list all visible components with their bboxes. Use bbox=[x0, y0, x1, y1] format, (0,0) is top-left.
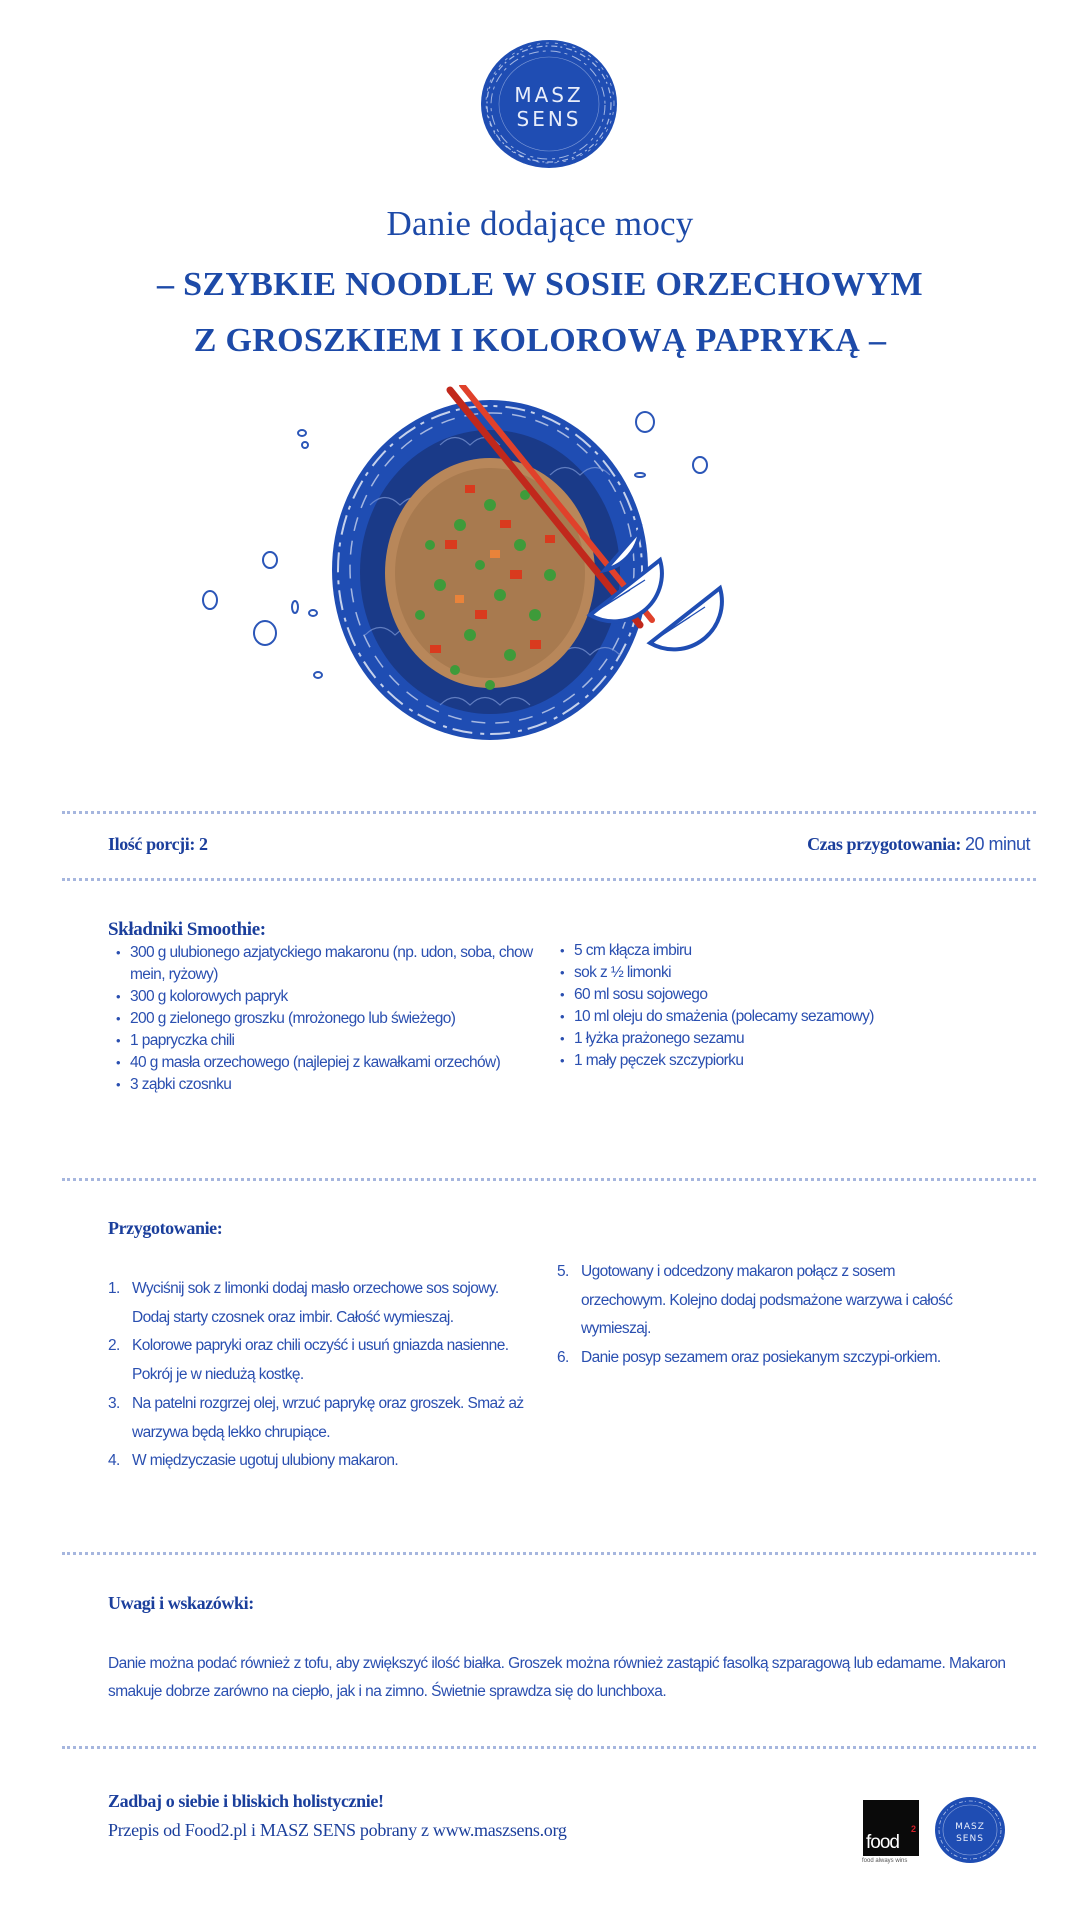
ingredient-item bbox=[560, 1028, 980, 1050]
ingredient-text: 1 mały pęczek szczypiorku bbox=[574, 1052, 744, 1069]
bullet-icon: • bbox=[116, 1011, 120, 1026]
ingredient-item bbox=[560, 940, 980, 962]
logo-text-line2: SENS bbox=[516, 107, 582, 131]
masz-sens-small-logo bbox=[934, 1796, 1006, 1864]
prep-time-info bbox=[807, 834, 1030, 855]
step-item bbox=[108, 1447, 538, 1476]
servings-value: 2 bbox=[198, 834, 208, 854]
ingredient-text: 3 ząbki czosnku bbox=[130, 1076, 232, 1093]
step-text: Kolorowe papryki oraz chili oczyść i usuń gniazda nasienne. Pokrój je w niedużą kostkę. bbox=[132, 1337, 509, 1384]
ingredient-item bbox=[560, 962, 980, 984]
bullet-icon: • bbox=[560, 987, 564, 1002]
step-item bbox=[108, 1390, 538, 1447]
servings-label: Ilość porcji: bbox=[108, 834, 195, 854]
ingredient-item bbox=[560, 1050, 980, 1072]
ingredient-text: 200 g zielonego groszku (mrożonego lub świeżego) bbox=[130, 1010, 456, 1027]
logo-text-line1: MASZ bbox=[514, 83, 584, 107]
recipe-subtitle: Danie dodające mocy bbox=[386, 204, 694, 243]
bullet-icon: • bbox=[560, 1031, 564, 1046]
food2-logo bbox=[863, 1800, 919, 1856]
bowl-icon bbox=[332, 400, 648, 740]
masz-sens-logo bbox=[478, 36, 620, 172]
bullet-icon: • bbox=[116, 989, 120, 1004]
ingredient-item bbox=[116, 942, 546, 986]
ingredient-item bbox=[116, 986, 546, 1008]
step-text: Ugotowany i odcedzony makaron połącz z sosem orzechowym. Kolejno dodaj podsmażone warzywa i całość wymieszaj. bbox=[581, 1263, 953, 1338]
step-text: Na patelni rozgrzej olej, wrzuć paprykę oraz groszek. Smaż aż warzywa będą lekko chrupiące. bbox=[132, 1394, 524, 1441]
small-logo-text-line2: SENS bbox=[956, 1834, 984, 1844]
divider bbox=[62, 811, 1036, 814]
bullet-icon: • bbox=[116, 1055, 120, 1070]
footer-source: Przepis od Food2.pl i MASZ SENS pobrany z www.maszsens.org bbox=[108, 1820, 567, 1840]
ingredients-list-left bbox=[116, 942, 546, 1096]
preparation-steps-left bbox=[108, 1275, 538, 1476]
ingredient-text: 300 g ulubionego azjatyckiego makaronu (np. udon, soba, chow mein, ryżowy) bbox=[130, 944, 533, 983]
ingredient-item bbox=[116, 1030, 546, 1052]
bullet-icon: • bbox=[560, 943, 564, 958]
ingredient-item bbox=[116, 1052, 546, 1074]
step-number: 6. bbox=[557, 1349, 569, 1367]
footer-slogan: Zadbaj o siebie i bliskich holistycznie! bbox=[108, 1791, 384, 1811]
step-number: 4. bbox=[108, 1452, 120, 1470]
step-item bbox=[108, 1275, 538, 1332]
ingredient-text: 10 ml oleju do smażenia (polecamy sezamowy) bbox=[574, 1008, 874, 1025]
divider bbox=[62, 1552, 1036, 1555]
step-number: 5. bbox=[557, 1263, 569, 1280]
ingredient-item bbox=[560, 984, 980, 1006]
bullet-icon: • bbox=[116, 945, 120, 960]
ingredients-list-right bbox=[560, 940, 980, 1072]
step-number: 3. bbox=[108, 1394, 120, 1412]
ingredient-text: 5 cm kłącza imbiru bbox=[574, 942, 692, 959]
step-text: Danie posyp sezamem oraz posiekanym szczypi-orkiem. bbox=[581, 1349, 941, 1367]
prep-time-label: Czas przygotowania: bbox=[807, 834, 961, 854]
preparation-heading: Przygotowanie: bbox=[108, 1218, 223, 1238]
divider bbox=[62, 1746, 1036, 1749]
bullet-icon: • bbox=[560, 1053, 564, 1068]
prep-time-value: 20 minut bbox=[964, 834, 1030, 854]
ingredient-text: sok z ½ limonki bbox=[574, 964, 671, 981]
step-number: 1. bbox=[108, 1280, 120, 1297]
bullet-icon: • bbox=[116, 1033, 120, 1048]
small-logo-text-line1: MASZ bbox=[955, 1822, 985, 1832]
recipe-title-line2: Z GROSZKIEM I KOLOROWĄ PAPRYKĄ – bbox=[193, 322, 887, 359]
step-text: W międzyczasie ugotuj ulubiony makaron. bbox=[132, 1452, 399, 1470]
ingredient-text: 1 papryczka chili bbox=[130, 1032, 235, 1049]
preparation-steps-right bbox=[557, 1258, 977, 1373]
notes-heading: Uwagi i wskazówki: bbox=[108, 1593, 254, 1613]
recipe-title-line1: – SZYBKIE NOODLE W SOSIE ORZECHOWYM bbox=[157, 266, 923, 303]
food2-logo-text: food bbox=[866, 1832, 899, 1853]
ingredient-item bbox=[116, 1008, 546, 1030]
notes-text: Danie można podać również z tofu, aby zwiększyć ilość białka. Groszek można również zastąpić fasolką szparagową lub edamame. Makaron smakuje dobrze zarówno na ciepło, jak i na zimno. Świetnie sprawdza się do lunchboxa. bbox=[108, 1655, 1006, 1700]
food2-logo-superscript: 2 bbox=[910, 1824, 916, 1834]
ingredient-text: 60 ml sosu sojowego bbox=[574, 986, 708, 1003]
ingredient-text: 1 łyżka prażonego sezamu bbox=[574, 1030, 744, 1047]
food2-tagline: food always wins bbox=[862, 1858, 908, 1864]
ingredients-heading: Składniki Smoothie: bbox=[108, 919, 266, 940]
ingredient-text: 300 g kolorowych papryk bbox=[130, 988, 288, 1005]
step-text: Wyciśnij sok z limonki dodaj masło orzechowe sos sojowy. Dodaj starty czosnek oraz imbir. Całość wymieszaj. bbox=[132, 1280, 499, 1326]
dish-illustration bbox=[190, 385, 880, 755]
step-number: 2. bbox=[108, 1337, 120, 1355]
divider bbox=[62, 1178, 1036, 1181]
ingredient-item bbox=[116, 1074, 546, 1096]
bullet-icon: • bbox=[560, 965, 564, 980]
step-item bbox=[557, 1258, 977, 1344]
step-item bbox=[557, 1344, 977, 1373]
ingredient-text: 40 g masła orzechowego (najlepiej z kawałkami orzechów) bbox=[130, 1054, 501, 1071]
divider bbox=[62, 878, 1036, 881]
bullet-icon: • bbox=[116, 1077, 120, 1092]
ingredient-item bbox=[560, 1006, 980, 1028]
step-item bbox=[108, 1332, 538, 1389]
bullet-icon: • bbox=[560, 1009, 564, 1024]
servings-info bbox=[108, 834, 208, 855]
